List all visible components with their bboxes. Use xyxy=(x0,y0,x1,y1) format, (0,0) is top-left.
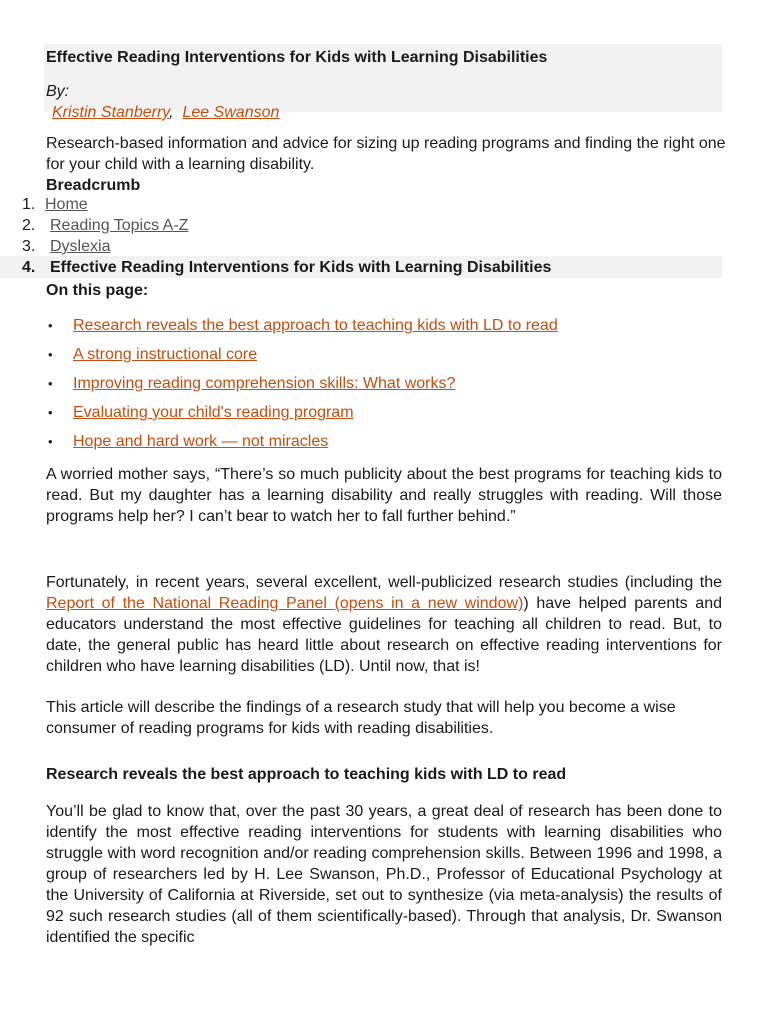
toc-link-hope-hard-work[interactable]: Hope and hard work — not miracles xyxy=(73,433,329,450)
author-link-kristin-stanberry[interactable]: Kristin Stanberry xyxy=(52,104,170,121)
bullet-icon: • xyxy=(48,318,53,333)
paragraph-article-purpose: This article will describe the findings of a research study that will help you become a wise consumer of reading programs for kids with reading disabilities. xyxy=(46,699,676,737)
on-this-page-list xyxy=(44,316,558,461)
paragraph-research-studies xyxy=(46,572,722,677)
toc-link-research-reveals[interactable]: Research reveals the best approach to teaching kids with LD to read xyxy=(73,317,558,334)
bullet-icon: • xyxy=(48,405,53,420)
breadcrumb-item-home xyxy=(0,194,551,215)
breadcrumb-link-dyslexia[interactable]: Dyslexia xyxy=(50,238,111,255)
article-summary: Research-based information and advice for sizing up reading programs and finding the right one for your child with a learning disability. xyxy=(46,135,726,173)
toc-link-instructional-core[interactable]: A strong instructional core xyxy=(73,346,258,363)
toc-link-comprehension-skills[interactable]: Improving reading comprehension skills: What works? xyxy=(73,375,456,392)
toc-item xyxy=(44,374,558,403)
national-reading-panel-link[interactable]: Report of the National Reading Panel (opens in a new window) xyxy=(46,595,524,612)
byline-label: By: xyxy=(46,83,70,100)
breadcrumb-link-home[interactable]: Home xyxy=(45,196,88,213)
author-list xyxy=(52,102,279,123)
breadcrumb-item-reading-topics xyxy=(0,215,551,236)
bullet-icon: • xyxy=(48,347,53,362)
breadcrumb-number: 1. xyxy=(22,196,36,213)
author-link-lee-swanson[interactable]: Lee Swanson xyxy=(182,104,280,121)
breadcrumb xyxy=(0,194,551,278)
toc-heading: On this page: xyxy=(46,282,149,299)
paragraph-text: ) have helped parents and educators understand the most effective guidelines for teaching all children to read. But, to date, the general public has heard little about research on effective reading interventions for children who have learning disabilities (LD). Until now, that is! xyxy=(46,595,722,675)
toc-link-evaluating-program[interactable]: Evaluating your child's reading program xyxy=(73,404,354,421)
paragraph-thirty-years: You’ll be glad to know that, over the past 30 years, a great deal of research has been done to identify the most effective reading interventions for students with learning disabilities who struggle with word recognition and/or reading comprehension skills. Between 1996 and 1998, a group of researchers led by H. Lee Swanson, Ph.D., Professor of Educational Psychology at the University of California at Riverside, set out to synthesize (via meta-analysis) the results of 92 such research studies (all of them scientifically-based). Through that analysis, Dr. Swanson identified the specific xyxy=(46,803,722,946)
breadcrumb-number: 4. xyxy=(22,259,36,276)
breadcrumb-number: 2. xyxy=(22,217,36,234)
breadcrumb-link-reading-topics[interactable]: Reading Topics A-Z xyxy=(50,217,189,234)
author-separator: , xyxy=(169,104,174,121)
toc-item xyxy=(44,432,558,461)
breadcrumb-current-page: Effective Reading Interventions for Kids with Learning Disabilities xyxy=(50,259,552,276)
toc-item xyxy=(44,316,558,345)
paragraph-worried-mother: A worried mother says, “There’s so much publicity about the best programs for teaching kids to read. But my daughter has a learning disability and really struggles with reading. Will those programs help her? I can’t bear to watch her to fall further behind.” xyxy=(46,466,722,525)
breadcrumb-heading: Breadcrumb xyxy=(46,177,141,194)
toc-item xyxy=(44,403,558,432)
paragraph-text: Fortunately, in recent years, several excellent, well-publicized research studies (including the xyxy=(46,574,722,591)
breadcrumb-number: 3. xyxy=(22,238,36,255)
section-heading-research-reveals: Research reveals the best approach to teaching kids with LD to read xyxy=(46,766,567,783)
breadcrumb-item-current xyxy=(0,257,551,278)
toc-item xyxy=(44,345,558,374)
bullet-icon: • xyxy=(48,434,53,449)
bullet-icon: • xyxy=(48,376,53,391)
article-title: Effective Reading Interventions for Kids with Learning Disabilities xyxy=(46,49,548,66)
breadcrumb-item-dyslexia xyxy=(0,236,551,257)
